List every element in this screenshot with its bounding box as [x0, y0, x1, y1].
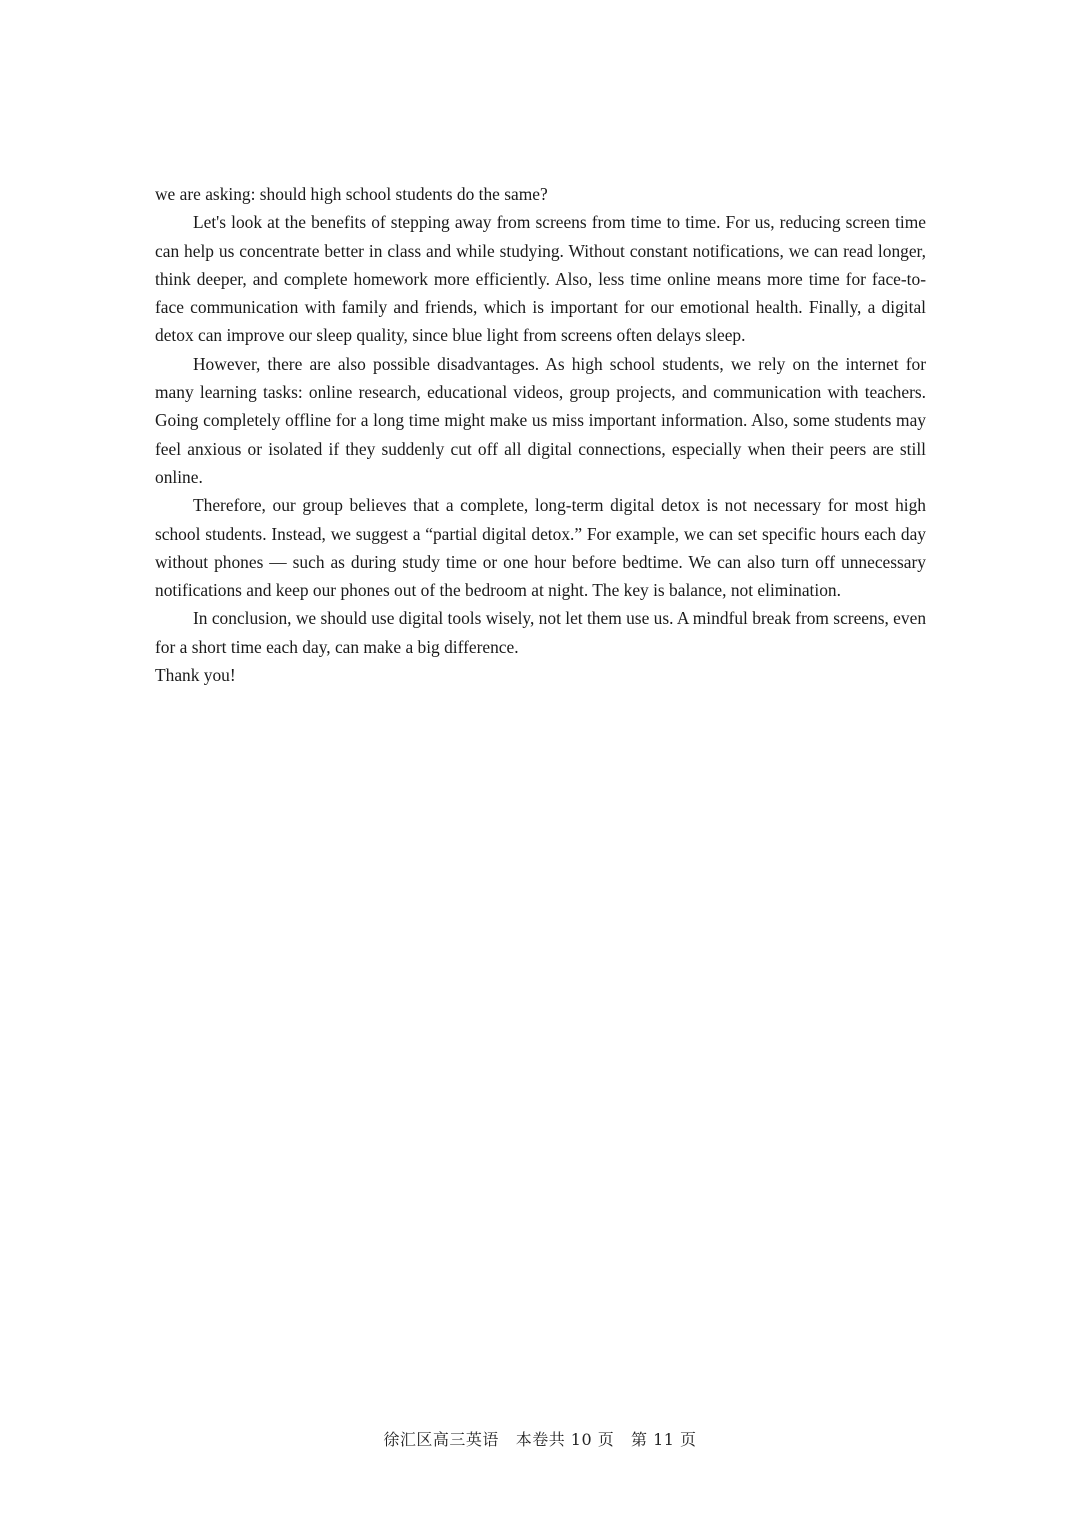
paragraph-conclusion: In conclusion, we should use digital tools wisely, not let them use us. A mindful break from screens, even for a short time each day, can make a big difference.: [155, 608, 927, 657]
closing-line: Thank you!: [155, 665, 236, 686]
footer-exam-name: 徐汇区高三英语: [383, 1430, 499, 1449]
paragraph-disadvantages: However, there are also possible disadvantages. As high school students, we rely on the internet for many learning tasks: online research, educational videos, group projects, and communication with teachers. Going completely offline for a long time might make us miss important information. Also, some students may feel anxious or isolated if they suddenly cut off all digital connections, especially when their peers are still online.: [155, 353, 926, 487]
document-body: [155, 180, 926, 689]
paragraph-benefits: Let's look at the benefits of stepping away from screens from time to time. For us, reducing screen time can help us concentrate better in class and while studying. Without constant notifications, we can read longer, think deeper, and complete homework more efficiently. Also, less time online means more time for face-to-face communication with family and friends, which is important for our emotional health. Finally, a digital detox can improve our sleep quality, since blue light from screens often delays sleep.: [155, 212, 926, 346]
page-footer: [0, 1428, 1080, 1452]
paragraph-suggestion: Therefore, our group believes that a complete, long-term digital detox is not necessary for most high school students. Instead, we suggest a “partial digital detox.” For example, we can set specific hours each day without phones — such as during study time or one hour before bedtime. We can also turn off unnecessary notifications and keep our phones out of the bedroom at night. The key is balance, not elimination.: [155, 495, 926, 601]
paragraph-continuation: we are asking: should high school students do the same?: [155, 184, 548, 204]
footer-total-pages: 本卷共 10 页: [515, 1430, 615, 1449]
footer-page-number: 第 11 页: [631, 1430, 697, 1449]
